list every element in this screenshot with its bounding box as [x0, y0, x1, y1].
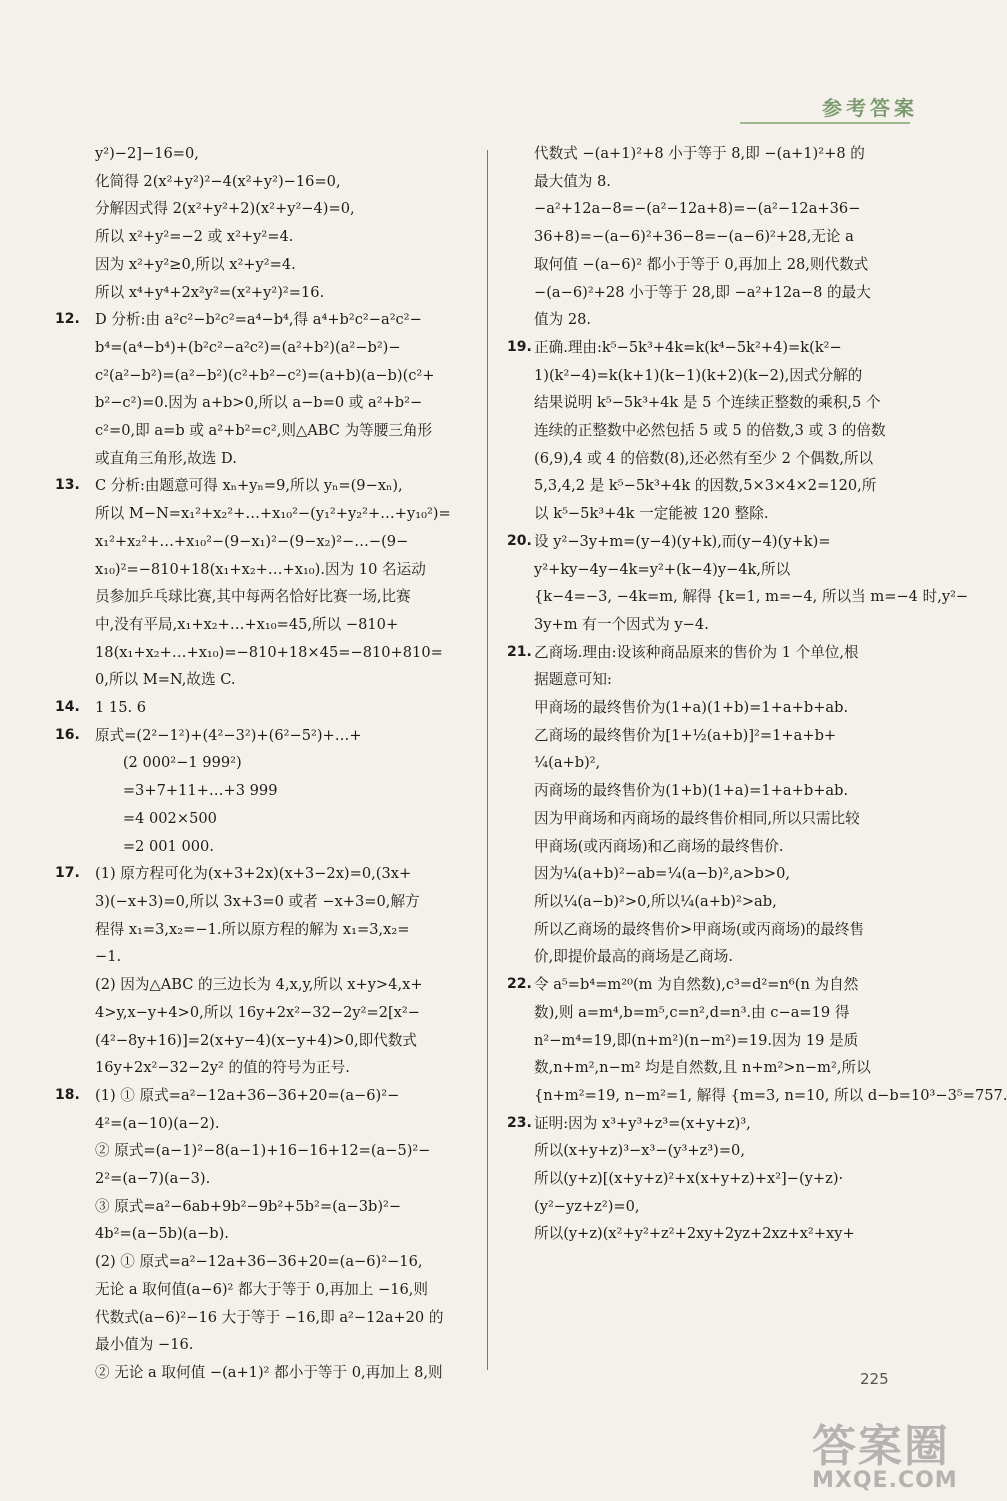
text-line: 所以乙商场的最终售价>甲商场(或丙商场)的最终售: [534, 920, 865, 938]
watermark-en: MXQE.COM: [812, 1468, 958, 1493]
text-line: 据题意可知:: [534, 671, 612, 689]
text-line: 取何值 −(a−6)² 都小于等于 0,再加上 28,则代数式: [534, 255, 869, 273]
text-line: {n+m²=19, n−m²=1, 解得 {m=3, n=10, 所以 d−b=10³−3⁵=757.: [534, 1086, 1007, 1104]
text-line: 程得 x₁=3,x₂=−1.所以原方程的解为 x₁=3,x₂=: [95, 920, 410, 938]
text-line: 代数式 −(a+1)²+8 小于等于 8,即 −(a+1)²+8 的: [534, 145, 865, 162]
text-line: 结果说明 k⁵−5k³+4k 是 5 个连续正整数的乘积,5 个: [534, 394, 881, 412]
text-line: 原式=(2²−1²)+(4²−3²)+(6²−5²)+…+: [95, 726, 362, 744]
text-line: 分解因式得 2(x²+y²+2)(x²+y²−4)=0,: [95, 200, 355, 218]
text-line: (1) ① 原式=a²−12a+36−36+20=(a−6)²−: [95, 1086, 400, 1104]
text-line: 所以(y+z)(x²+y²+z²+2xy+2yz+2xz+x²+xy+: [534, 1225, 855, 1243]
text-line: b²−c²)=0.因为 a+b>0,所以 a−b=0 或 a²+b²−: [95, 394, 423, 412]
text-line: 令 a⁵=b⁴=m²⁰(m 为自然数),c³=d²=n⁶(n 为自然: [534, 976, 859, 994]
text-line: 值为 28.: [534, 311, 592, 329]
text-line: 正确.理由:k⁵−5k³+4k=k(k⁴−5k²+4)=k(k²−: [534, 338, 842, 356]
question-number: 19.: [507, 338, 532, 355]
header-rule: [740, 122, 910, 124]
text-line: 所以¼(a−b)²>0,所以¼(a+b)²>ab,: [534, 892, 777, 910]
text-line: 4²=(a−10)(a−2).: [95, 1114, 220, 1132]
text-line: 因为甲商场和丙商场的最终售价相同,所以只需比较: [534, 809, 860, 827]
answer-14-15: [55, 694, 500, 722]
text-line: ② 无论 a 取何值 −(a+1)² 都小于等于 0,再加上 8,则: [95, 1363, 443, 1381]
text-line: 所以 x²+y²=−2 或 x²+y²=4.: [95, 228, 294, 246]
text-line: (2 000²−1 999²): [95, 754, 242, 772]
text-line: 乙商场的最终售价为[1+½(a+b)]²=1+a+b+: [534, 726, 837, 744]
text-line: 最小值为 −16.: [95, 1336, 194, 1354]
text-line: 证明:因为 x³+y³+z³=(x+y+z)³,: [534, 1114, 751, 1132]
answer-17: [55, 860, 500, 1082]
text-line: (2) 因为△ABC 的三边长为 4,x,y,所以 x+y>4,x+: [95, 976, 423, 994]
text-line: 设 y²−3y+m=(y−4)(y+k),而(y−4)(y+k)=: [534, 532, 831, 550]
text-line: 3y+m 有一个因式为 y−4.: [534, 615, 709, 633]
text-line: y²+ky−4y−4k=y²+(k−4)y−4k,所以: [534, 560, 791, 578]
right-continuation: [534, 140, 915, 334]
text-line: ③ 原式=a²−6ab+9b²−9b²+5b²=(a−3b)²−: [95, 1197, 402, 1215]
text-line: −a²+12a−8=−(a²−12a+8)=−(a²−12a+36−: [534, 200, 861, 218]
text-line: 所以(x+y+z)³−x³−(y³+z³)=0,: [534, 1142, 745, 1160]
text-line: 因为¼(a+b)²−ab=¼(a−b)²,a>b>0,: [534, 865, 791, 883]
text-line: 员参加乒乓球比赛,其中每两名恰好比赛一场,比赛: [95, 588, 411, 606]
answer-22: [507, 971, 1007, 1110]
text-line: 3)(−x+3)=0,所以 3x+3=0 或者 −x+3=0,解方: [95, 892, 420, 910]
text-line: 化简得 2(x²+y²)²−4(x²+y²)−16=0,: [95, 172, 341, 190]
text-line: 所以(y+z)[(x+y+z)²+x(x+y+z)+x²]−(y+z)·: [534, 1170, 844, 1188]
text-line: 丙商场的最终售价为(1+b)(1+a)=1+a+b+ab.: [534, 782, 849, 800]
text-line: −1.: [95, 948, 122, 966]
text-line: 16y+2x²−32−2y² 的值的符号为正号.: [95, 1059, 350, 1077]
text-line: y²)−2]−16=0,: [95, 145, 199, 162]
text-line: 或直角三角形,故选 D.: [95, 449, 237, 467]
watermark-logo: [812, 1410, 958, 1493]
text-line: c²=0,即 a=b 或 a²+b²=c²,则△ABC 为等腰三角形: [95, 422, 433, 440]
text-line: 中,没有平局,x₁+x₂+…+x₁₀=45,所以 −810+: [95, 615, 399, 633]
question-number: 13.: [55, 477, 80, 494]
left-column: [55, 140, 500, 1387]
text-line: (4²−8y+16)]=2(x+y−4)(x−y+4)>0,即代数式: [95, 1031, 418, 1049]
question-number: 16.: [55, 726, 80, 743]
answer-18: [55, 1082, 500, 1387]
text-line: C 分析:由题意可得 xₙ+yₙ=9,所以 yₙ=(9−xₙ),: [95, 477, 403, 495]
answer-13: [55, 472, 500, 694]
answer-20: [507, 528, 969, 639]
text-line: 1)(k²−4)=k(k+1)(k−1)(k+2)(k−2),因式分解的: [534, 366, 863, 384]
answer-23: [507, 1110, 915, 1249]
question-number: 12.: [55, 311, 80, 328]
page-header-title: 参考答案: [822, 96, 918, 120]
text-line: 无论 a 取何值(a−6)² 都大于等于 0,再加上 −16,则: [95, 1280, 429, 1298]
text-line: 价,即提价最高的商场是乙商场.: [534, 948, 733, 966]
text-line: 所以 M−N=x₁²+x₂²+…+x₁₀²−(y₁²+y₂²+…+y₁₀²)=: [95, 505, 451, 523]
text-line: =2 001 000.: [95, 837, 214, 855]
text-line: 甲商场的最终售价为(1+a)(1+b)=1+a+b+ab.: [534, 699, 849, 717]
text-line: −(a−6)²+28 小于等于 28,即 −a²+12a−8 的最大: [534, 283, 871, 301]
text-line: ② 原式=(a−1)²−8(a−1)+16−16+12=(a−5)²−: [95, 1142, 431, 1160]
text-line: 4b²=(a−5b)(a−b).: [95, 1225, 229, 1243]
answer-21: [507, 639, 915, 971]
question-number: 23.: [507, 1114, 532, 1131]
text-line: x₁²+x₂²+…+x₁₀²−(9−x₁)²−(9−x₂)²−…−(9−: [95, 532, 409, 550]
text-line: =4 002×500: [95, 809, 217, 827]
question-number: 22.: [507, 976, 532, 993]
text-line: x₁₀)²=−810+18(x₁+x₂+…+x₁₀).因为 10 名运动: [95, 560, 426, 578]
text-line: c²(a²−b²)=(a²−b²)(c²+b²−c²)=(a+b)(a−b)(c²+: [95, 366, 435, 384]
question-number: 20.: [507, 532, 532, 549]
text-line: n²−m⁴=19,即(n+m²)(n−m²)=19.因为 19 是质: [534, 1031, 859, 1049]
text-line: 数),则 a=m⁴,b=m⁵,c=n²,d=n³.由 c−a=19 得: [534, 1003, 850, 1021]
text-line: 2²=(a−7)(a−3).: [95, 1170, 211, 1188]
text-line: 乙商场.理由:设该种商品原来的售价为 1 个单位,根: [534, 643, 859, 661]
text-line: {k−4=−3, −4k=m, 解得 {k=1, m=−4, 所以当 m=−4 时,y²−: [534, 588, 969, 606]
text-line: 所以 x⁴+y⁴+2x²y²=(x²+y²)²=16.: [95, 283, 325, 301]
text-line: 36+8)=−(a−6)²+36−8=−(a−6)²+28,无论 a: [534, 228, 854, 246]
text-line: (6,9),4 或 4 的倍数(8),还必然有至少 2 个偶数,所以: [534, 449, 874, 467]
text-line: =3+7+11+…+3 999: [95, 782, 278, 800]
answer-12: [55, 306, 500, 472]
text-line: 连续的正整数中必然包括 5 或 5 的倍数,3 或 3 的倍数: [534, 422, 886, 440]
page-number: 225: [860, 1370, 889, 1388]
text-line: 4>y,x−y+4>0,所以 16y+2x²−32−2y²=2[x²−: [95, 1003, 420, 1021]
text-line: 最大值为 8.: [534, 172, 611, 190]
right-column: [507, 140, 1007, 1248]
text-line: 18(x₁+x₂+…+x₁₀)=−810+18×45=−810+810=: [95, 643, 443, 661]
text-line: b⁴=(a⁴−b⁴)+(b²c²−a²c²)=(a²+b²)(a²−b²)−: [95, 338, 401, 356]
question-number: 14.: [55, 699, 80, 716]
question-number: 18.: [55, 1086, 80, 1103]
text-line: (1) 原方程可化为(x+3+2x)(x+3−2x)=0,(3x+: [95, 865, 412, 883]
text-line: 代数式(a−6)²−16 大于等于 −16,即 a²−12a+20 的: [95, 1308, 444, 1326]
text-line: 甲商场(或丙商场)和乙商场的最终售价.: [534, 837, 784, 855]
answer-19: [507, 334, 915, 528]
text-line: 以 k⁵−5k³+4k 一定能被 120 整除.: [534, 505, 769, 523]
text-line: D 分析:由 a²c²−b²c²=a⁴−b⁴,得 a⁴+b²c²−a²c²−: [95, 311, 422, 329]
text-line: 5,3,4,2 是 k⁵−5k³+4k 的因数,5×3×4×2=120,所: [534, 477, 877, 495]
text-line: ¼(a+b)²,: [534, 754, 601, 772]
answer-16: [55, 722, 500, 861]
text-line: 0,所以 M=N,故选 C.: [95, 671, 236, 689]
left-continuation: [95, 140, 500, 306]
text-line: (2) ① 原式=a²−12a+36−36+20=(a−6)²−16,: [95, 1253, 423, 1271]
text-line: 1 15. 6: [95, 699, 147, 717]
text-line: 数,n+m²,n−m² 均是自然数,且 n+m²>n−m²,所以: [534, 1059, 871, 1077]
question-number: 21.: [507, 643, 532, 660]
text-line: 因为 x²+y²≥0,所以 x²+y²=4.: [95, 255, 296, 273]
watermark-cn: 答案圈: [812, 1421, 950, 1472]
text-line: (y²−yz+z²)=0,: [534, 1197, 640, 1215]
question-number: 17.: [55, 865, 80, 882]
